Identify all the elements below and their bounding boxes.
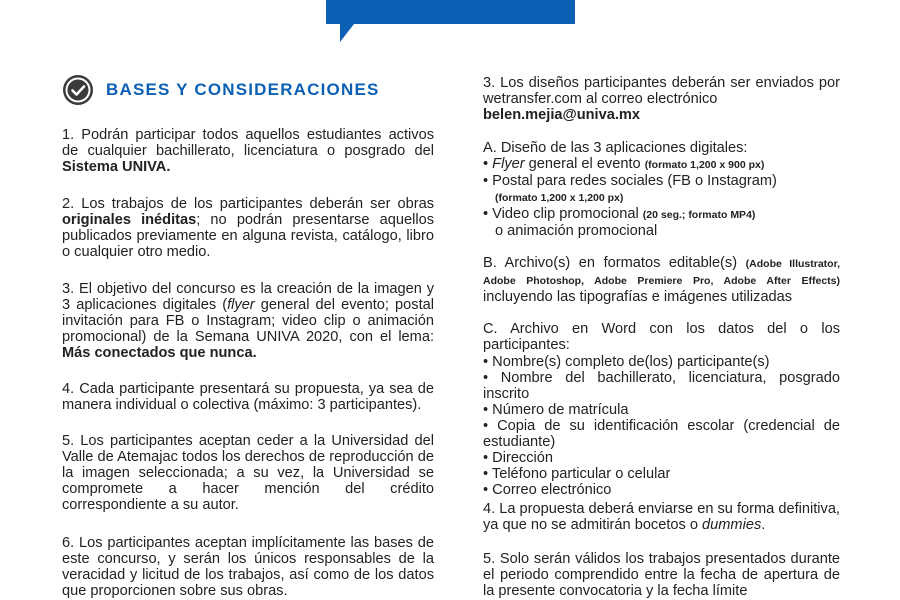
- right-p4-b: .: [761, 517, 766, 533]
- left-p3-a: 3. El objetivo del concurso es la creación de la imagen y 3 aplicaciones digitales (: [62, 281, 434, 313]
- section-a-item-2: • Postal para redes sociales (FB o Instagram): [483, 173, 777, 189]
- left-paragraph-3: [62, 281, 434, 361]
- section-a-item-1-text: general el evento: [524, 156, 645, 172]
- right-paragraph-3: [483, 75, 840, 123]
- left-paragraph-4: 4. Cada participante presentará su propuesta, ya sea de manera individual o colectiva (máximo: 3 participantes).: [62, 381, 434, 413]
- section-a-title: A. Diseño de las 3 aplicaciones digitales:: [483, 140, 748, 156]
- email-address: belen.mejia@univa.mx: [483, 107, 640, 123]
- section-a-item-3-cont: o animación promocional: [495, 223, 658, 239]
- section-a-item-1-italic: Flyer: [492, 156, 525, 172]
- list-item: • Correo electrónico: [483, 482, 612, 498]
- section-a-item-3-text: Video clip promocional: [492, 206, 643, 222]
- left-paragraph-1: [62, 127, 434, 175]
- left-paragraph-2: [62, 196, 434, 260]
- section-b-b: incluyendo las tipografías e imágenes utilizadas: [483, 289, 793, 305]
- right-p4-a: 4. La propuesta deberá enviarse en su forma definitiva, ya que no se admitirán bocetos o: [483, 501, 840, 533]
- section-title: BASES Y CONSIDERACIONES: [106, 80, 380, 99]
- list-item-text: Nombre del bachillerato, licenciatura, posgrado inscrito: [483, 370, 840, 402]
- check-circle-icon: [62, 74, 94, 106]
- list-item-text: Correo electrónico: [492, 482, 612, 498]
- list-item: • Dirección: [483, 450, 553, 466]
- section-c-list: [483, 354, 840, 498]
- section-a: [483, 140, 840, 239]
- section-a-item-2-format: (formato 1,200 x 1,200 px): [495, 192, 624, 204]
- left-p1-text: 1. Podrán participar todos aquellos estudiantes activos de cualquier bachillerato, licenciatura o posgrado del: [62, 127, 434, 159]
- list-item-text: Teléfono particular o celular: [491, 466, 671, 482]
- list-item: • Nombre del bachillerato, licenciatura, posgrado inscrito: [483, 370, 840, 402]
- list-item-text: Número de matrícula: [492, 402, 629, 418]
- list-item: • Copia de su identificación escolar (credencial de estudiante): [483, 418, 840, 450]
- list-item: • Nombre(s) completo de(los) participante(s): [483, 354, 770, 370]
- section-a-item-1: • Flyer general el evento (formato 1,200 x 900 px): [483, 156, 765, 172]
- section-a-item-1-format: (formato 1,200 x 900 px): [644, 159, 765, 171]
- left-p3-bold: Más conectados que nunca.: [62, 345, 257, 361]
- right-p4-italic: dummies: [702, 517, 762, 533]
- section-heading: [62, 74, 380, 106]
- left-p2-b: ; no podrán presentarse aquellos publicados previamente en alguna revista, catálogo, libro o cualquier otro medio.: [62, 212, 434, 260]
- left-p2-a: 2. Los trabajos de los participantes deberán ser obras: [62, 196, 434, 212]
- right-paragraph-4: [483, 501, 840, 533]
- section-b-software: (Adobe Illustrator, Adobe Photoshop, Adobe Premiere Pro, Adobe After Effects): [483, 258, 841, 287]
- section-b: [483, 255, 840, 305]
- section-a-item-2-format-line: [483, 189, 840, 206]
- left-p3-b: general del evento; postal invitación para FB o Instagram; video clip o animación promocional) de la Semana UNIVA 2020, con el lema:: [62, 297, 434, 345]
- section-b-a: B. Archivo(s) en formatos editable(s): [483, 255, 746, 271]
- section-a-item-3-format: (20 seg.; formato MP4): [642, 209, 756, 221]
- section-a-item-3: • Video clip promocional (20 seg.; formato MP4): [483, 206, 756, 222]
- left-p3-italic: flyer: [227, 297, 255, 313]
- section-c-title: C. Archivo en Word con los datos del o los participantes:: [483, 321, 840, 353]
- list-item-text: Nombre(s) completo de(los) participante(s): [492, 354, 770, 370]
- list-item-text: Copia de su identificación escolar (credencial de estudiante): [483, 418, 840, 450]
- left-paragraph-5: 5. Los participantes aceptan ceder a la Universidad del Valle de Atemajac todos los derechos de reproducción de la imagen seleccionada; a su vez, la Universidad se compromete a hacer mención del crédito correspondiente a su autor.: [62, 433, 434, 513]
- left-p1-bold: Sistema UNIVA.: [62, 159, 171, 175]
- left-paragraph-6: 6. Los participantes aceptan implícitamente las bases de este concurso, y serán los únicos responsables de la veracidad y licitud de los trabajos, así como de los datos que proporcionen sobre sus obras.: [62, 535, 434, 599]
- list-item: • Teléfono particular o celular: [483, 466, 671, 482]
- right-paragraph-5: 5. Solo serán válidos los trabajos presentados durante el periodo comprendido entre la fecha de apertura de la presente convocatoria y la fecha límite: [483, 551, 840, 599]
- list-item: • Número de matrícula: [483, 402, 629, 418]
- header-tab: [326, 0, 575, 24]
- header-tab-pointer: [340, 24, 354, 42]
- section-a-item-2-text: Postal para redes sociales (FB o Instagram): [492, 173, 777, 189]
- left-p2-bold: originales inéditas: [62, 212, 197, 228]
- right-p3-text: 3. Los diseños participantes deberán ser enviados por wetransfer.com al correo electrónico: [483, 75, 840, 107]
- list-item-text: Dirección: [492, 450, 553, 466]
